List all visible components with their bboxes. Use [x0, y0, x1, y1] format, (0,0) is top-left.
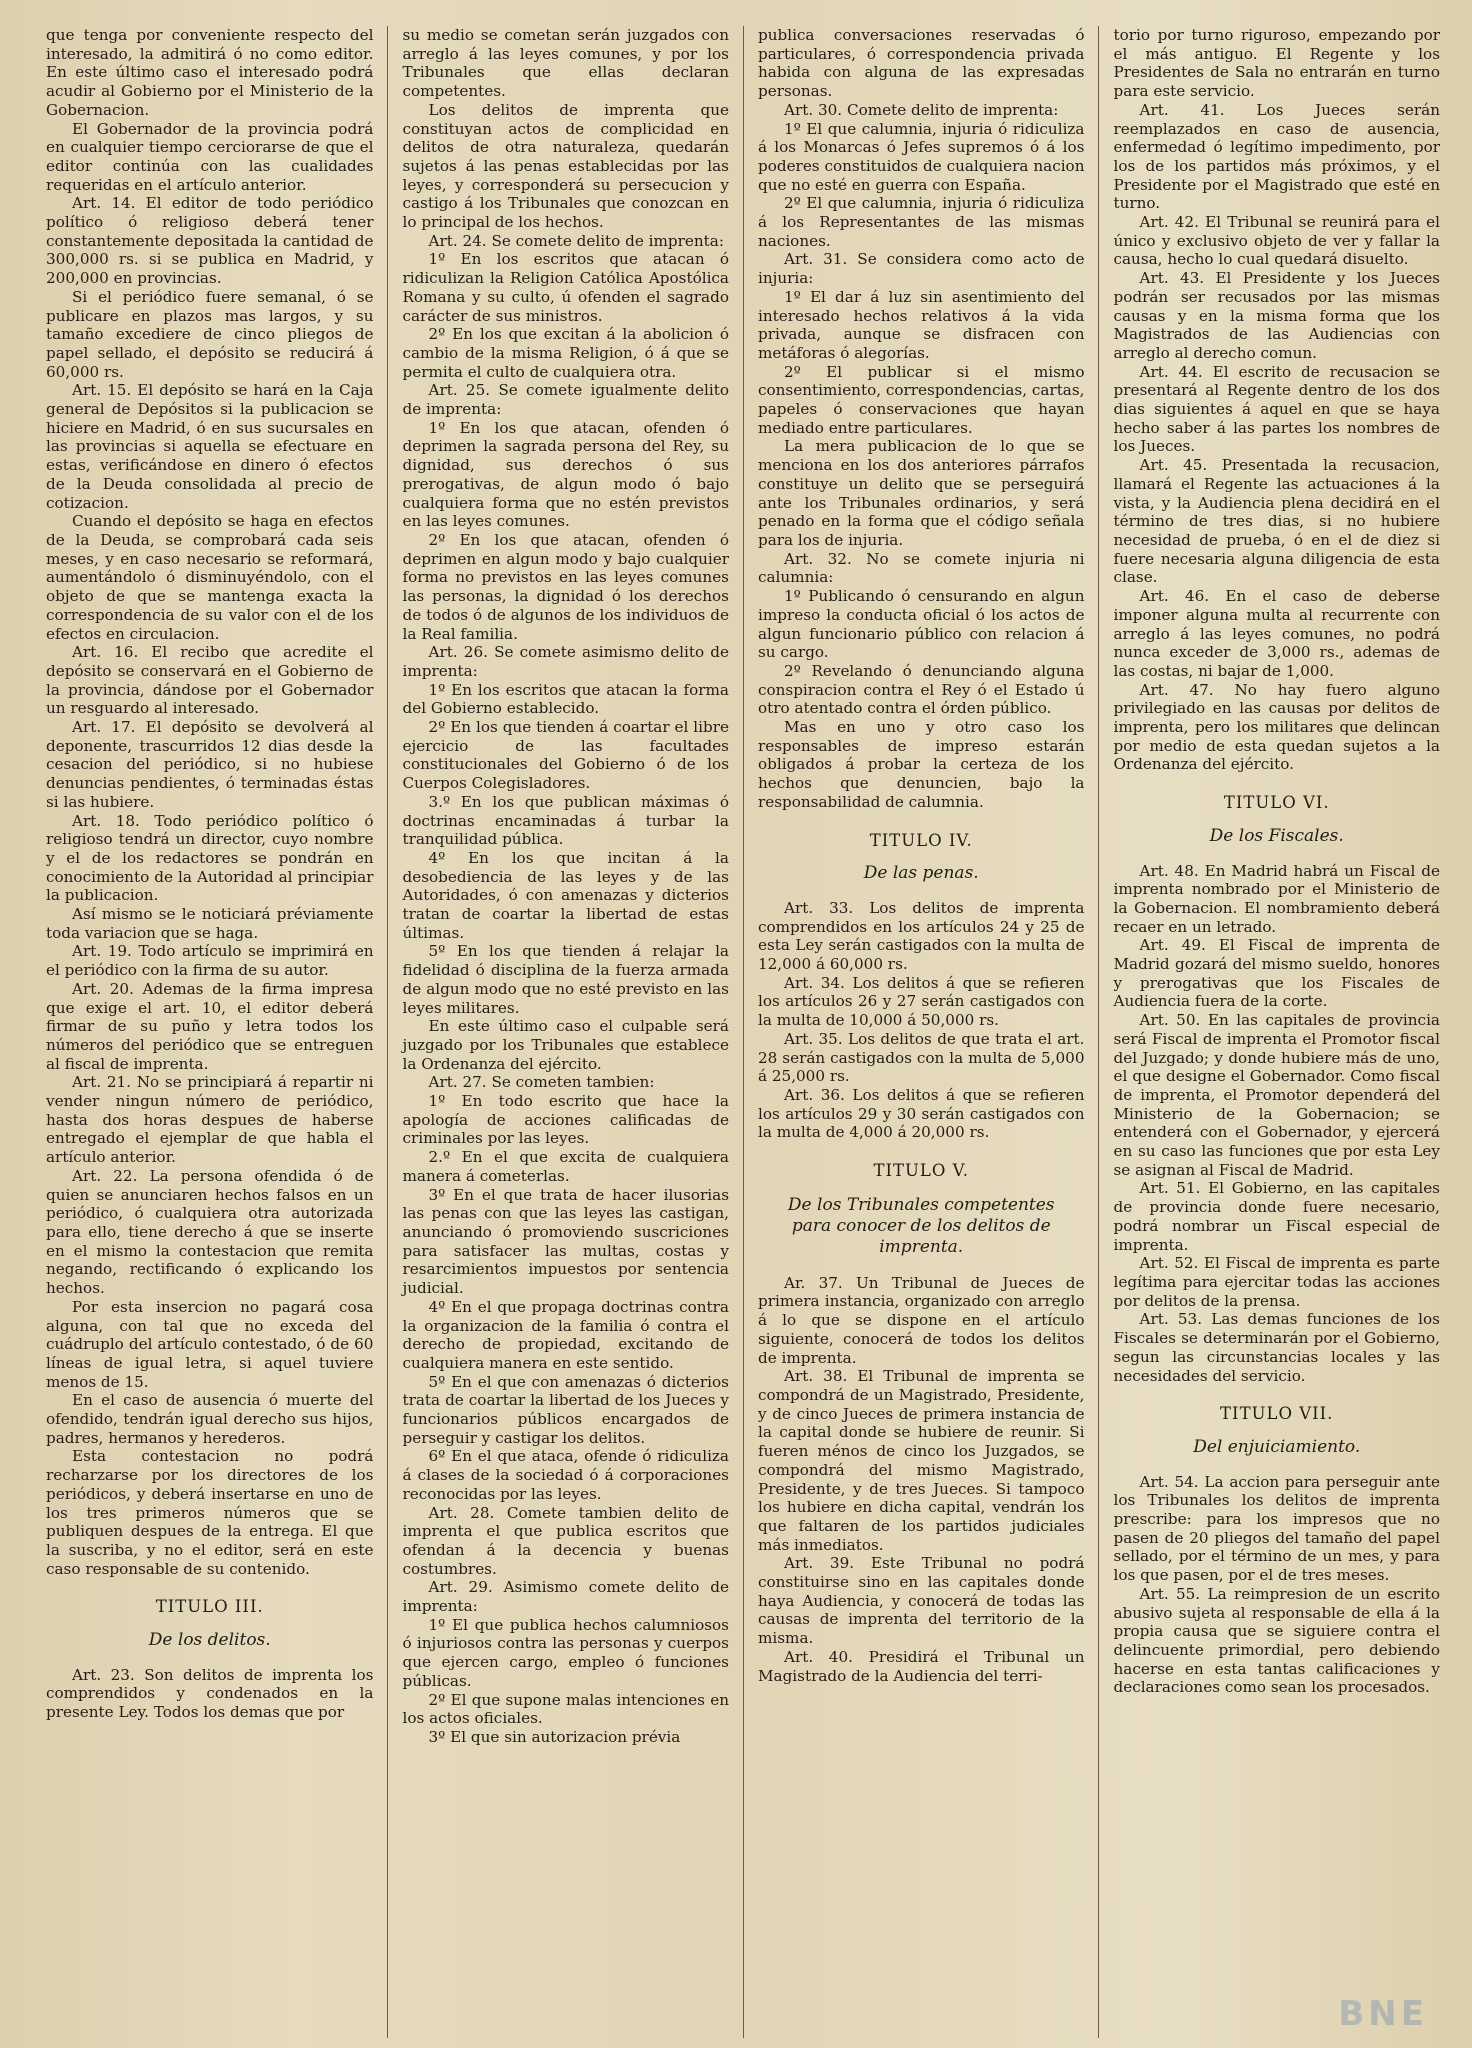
text-paragraph: 2º Revelando ó denunciando alguna conspiracion contra el Rey ó el Estado ú otro atentado contra el órden público. [757, 661, 1085, 718]
text-paragraph: Art. 47. No hay fuero alguno privilegiado en las causas por delitos de imprenta, pero los militares que delincan por medio de esta quedan sujetos a la Ordenanza del ejército. [1113, 680, 1440, 774]
library-watermark: BNE [1338, 1994, 1428, 2034]
text-paragraph: 4º En los que incitan á la desobediencia de las leyes y de las Autoridades, ó con amenazas y dicterios tratan de coartar la libertad de estas últimas. [402, 848, 729, 942]
text-paragraph: 2º En los que excitan á la abolicion ó cambio de la misma Religion, ó á que se permita el culto de cualquiera otra. [402, 325, 729, 381]
text-paragraph: 4º En el que propaga doctrinas contra la organizacion de la familia ó contra el derecho de propiedad, excitando de cualquiera manera en este sentido. [402, 1297, 729, 1372]
text-paragraph: 1º El que publica hechos calumniosos ó injuriosos contra las personas y cuerpos que ejercen cargo, empleo ó funciones públicas. [402, 1615, 729, 1690]
text-paragraph: Esta contestacion no podrá recharzarse por los directores de los periódicos, y deberá insertarse en uno de los tres primeros números que se publiquen despues de la entrega. El que la suscriba, y no el editor, será en este caso responsable de su contenido. [46, 1447, 374, 1578]
text-paragraph: Art. 49. El Fiscal de imprenta de Madrid gozará del mismo sueldo, honores y prerogativas que los Fiscales de Audiencia fuera de la corte. [1113, 936, 1440, 1011]
section-title: TITULO VII. [1220, 1404, 1334, 1424]
text-paragraph: Art. 20. Ademas de la firma impresa que exige el art. 10, el editor deberá firmar de su puño y letra todos los números del periódico que se entreguen al fiscal de imprenta. [46, 979, 374, 1073]
text-paragraph: Art. 30. Comete delito de imprenta: [783, 100, 1059, 119]
text-paragraph: Art. 15. El depósito se hará en la Caja general de Depósitos si la publicacion se hiciere en Madrid, ó en sus sucursales en las provincias si aquella se efectuare en estas, verificándose en dinero ó efectos de la Deuda consolidada al precio de cotizacion. [46, 381, 374, 512]
text-paragraph: Art. 26. Se comete asimismo delito de imprenta: [402, 643, 729, 680]
section-title: TITULO VI. [1223, 793, 1330, 813]
text-paragraph: Así mismo se le noticiará préviamente toda variacion que se haga. [46, 905, 374, 942]
section-subtitle: De las penas. [863, 863, 979, 884]
text-paragraph: 2º El que calumnia, injuria ó ridiculiza á los Representantes de las mismas naciones. [757, 194, 1085, 250]
column-4 [1098, 26, 1454, 2038]
text-paragraph: Mas en uno y otro caso los responsables de impreso estarán obligados á probar la certeza de los hechos que denuncien, bajo la responsabilidad de calumnia. [757, 718, 1085, 811]
text-paragraph: 5º En los que tienden á relajar la fidelidad ó disciplina de la fuerza armada de algun modo que no esté previsto en las leyes militares. [402, 942, 729, 1017]
text-paragraph: Cuando el depósito se haga en efectos de la Deuda, se comprobará cada seis meses, y en caso necesario se reformará, aumentándolo ó disminuyéndolo, con el objeto de que se mantenga exacta la correspondencia de su valor con el de los efectos en circulacion. [46, 512, 374, 643]
text-paragraph: 1º El dar á luz sin asentimiento del interesado hechos relativos á la vida privada, aunque se disfracen con metáforas ó alegorías. [757, 287, 1085, 362]
section-title: TITULO III. [155, 1597, 264, 1617]
section-subtitle: De los delitos. [148, 1630, 271, 1651]
text-paragraph: Art. 54. La accion para perseguir ante los Tribunales los delitos de imprenta prescribe: para los impresos que no pasen de 20 pliegos del tamaño del papel sellado, por el término de un mes, y para los que pasen, por el de tres meses. [1113, 1472, 1440, 1585]
text-paragraph: 5º En el que con amenazas ó dicterios trata de coartar la libertad de los Jueces y funcionarios públicos encargados de perseguir y castigar los delitos. [402, 1372, 729, 1447]
text-paragraph: su medio se cometan serán juzgados con arreglo á las leyes comunes, y por los Tribunales que ellas declaran competentes. [402, 26, 729, 101]
text-paragraph: 2.º En el que excita de cualquiera manera á cometerlas. [402, 1148, 729, 1185]
text-paragraph: Ar. 37. Un Tribunal de Jueces de primera instancia, organizado con arreglo á lo que se dispone en el artículo siguiente, conocerá de todos los delitos de imprenta. [757, 1273, 1085, 1367]
text-paragraph: Los delitos de imprenta que constituyan actos de complicidad en delitos de otra naturaleza, quedarán sujetos á las penas establecidas por las leyes, y corresponderá su persecucion y castigo á los Tribunales que conozcan en lo principal de los hechos. [402, 100, 729, 232]
text-paragraph: Art. 19. Todo artículo se imprimirá en el periódico con la firma de su autor. [46, 942, 374, 980]
text-paragraph: Art. 45. Presentada la recusacion, llamará el Regente las actuaciones á la vista, y la Audiencia plena decidirá en el término de tres dias, si no hubiere necesidad de prueba, ó en el de diez si fuere necesaria alguna diligencia de esta clase. [1113, 456, 1440, 587]
text-paragraph: Art. 50. En las capitales de provincia será Fiscal de imprenta el Promotor fiscal del Juzgado; y donde hubiere más de uno, el que designe el Gobernador. Como fiscal de imprenta, el Promotor dependerá del Ministerio de la Gobernacion; se entenderá con el Gobernador, y ejercerá en su caso las funciones que por esta Ley se asignan al Fiscal de Madrid. [1113, 1011, 1440, 1179]
text-paragraph: publica conversaciones reservadas ó particulares, ó correspondencia privada habida con alguna de las expresadas personas. [757, 26, 1085, 101]
text-paragraph: Art. 23. Son delitos de imprenta los comprendidos y condenados en la presente Ley. Todos los demas que por [46, 1665, 374, 1722]
section-subtitle: De los Tribunales competentes para conocer de los delitos de imprenta. [787, 1194, 1055, 1257]
text-paragraph: Art. 17. El depósito se devolverá al deponente, trascurridos 12 dias desde la cesacion del periódico, si no hubiese denuncias pendientes, ó terminadas éstas si las hubiere. [46, 718, 374, 811]
text-paragraph: Art. 33. Los delitos de imprenta comprendidos en los artículos 24 y 25 de esta Ley serán castigados con la multa de 12,000 á 60,000 rs. [757, 898, 1085, 974]
text-paragraph: 1º El que calumnia, injuria ó ridiculiza á los Monarcas ó Jefes supremos ó á los poderes constituidos de cualquiera nacion que no esté en guerra con España. [757, 119, 1085, 194]
text-paragraph: Art. 31. Se considera como acto de injuria: [757, 250, 1085, 288]
text-paragraph: En este último caso el culpable será juzgado por los Tribunales que establece la Ordenanza del ejército. [402, 1017, 729, 1073]
text-paragraph: Art. 46. En el caso de deberse imponer alguna multa al recurrente con arreglo á las leyes comunes, no podrá nunca exceder de 3,000 rs., ademas de las costas, ni bajar de 1,000. [1113, 587, 1440, 680]
text-paragraph: Art. 41. Los Jueces serán reemplazados en caso de ausencia, enfermedad ó legítimo impedimento, por los de los partidos más próximos, y el Presidente por el Magistrado que esté en turno. [1113, 100, 1440, 213]
text-paragraph: torio por turno riguroso, empezando por el más antiguo. El Regente y los Presidentes de Sala no entrarán en turno para este servicio. [1113, 26, 1440, 101]
text-paragraph: Art. 21. No se principiará á repartir ni vender ningun número de periódico, hasta dos horas despues de haberse entregado el ejemplar de que habla el artículo anterior. [46, 1073, 374, 1167]
text-paragraph: Art. 48. En Madrid habrá un Fiscal de imprenta nombrado por el Ministerio de la Gobernacion. El nombramiento deberá recaer en un letrado. [1113, 861, 1440, 936]
text-paragraph: Art. 51. El Gobierno, en las capitales de provincia donde fuere necesario, podrá nombrar un Fiscal especial de imprenta. [1113, 1179, 1440, 1254]
text-paragraph: Art. 52. El Fiscal de imprenta es parte legítima para ejercitar todas las acciones por delitos de la prensa. [1113, 1254, 1440, 1310]
text-paragraph: Art. 25. Se comete igualmente delito de imprenta: [402, 381, 729, 419]
text-paragraph: Por esta insercion no pagará cosa alguna, con tal que no exceda del cuádruplo del artículo contestado, ó de 60 líneas de igual letra, si aquel tuviere menos de 15. [46, 1297, 374, 1391]
text-paragraph: 1º En los escritos que atacan la forma del Gobierno establecido. [402, 680, 729, 718]
text-paragraph: 2º El publicar si el mismo consentimiento, correspondencias, cartas, papeles ó conservaciones que hayan mediado entre particulares. [757, 362, 1085, 437]
text-paragraph: Art. 29. Asimismo comete delito de imprenta: [402, 1578, 729, 1616]
column-3 [743, 26, 1099, 2038]
text-paragraph: 3.º En los que publican máximas ó doctrinas encaminadas á turbar la tranquilidad pública. [402, 792, 729, 849]
text-paragraph: Art. 36. Los delitos á que se refieren los artículos 29 y 30 serán castigados con la multa de 4,000 á 20,000 rs. [757, 1085, 1085, 1142]
text-paragraph: Art. 55. La reimpresion de un escrito abusivo sujeta al responsable de ella á la propia causa que se siguiere contra el delincuente primordial, pero debiendo hacerse en esta tantas calificaciones y declaraciones como sean los procesados. [1113, 1584, 1440, 1697]
text-paragraph: que tenga por conveniente respecto del interesado, la admitirá ó no como editor. En este último caso el interesado podrá acudir al Gobierno por el Ministerio de la Gobernacion. [46, 26, 374, 119]
text-paragraph: Art. 38. El Tribunal de imprenta se compondrá de un Magistrado, Presidente, y de cinco Jueces de primera instancia de la capital donde se hubiere de reunir. Si fueren ménos de cinco los Juzgados, se compondrá del mismo Magistrado, Presidente, y de tres Jueces. Si tampoco los hubiere en dicha capital, vendrán los que faltaren de los partidos judiciales más inmediatos. [757, 1367, 1085, 1554]
section-title: TITULO IV. [869, 830, 973, 850]
text-columns [32, 26, 1454, 2038]
text-paragraph: Art. 24. Se comete delito de imprenta: [428, 231, 724, 250]
text-paragraph: El Gobernador de la provincia podrá en cualquier tiempo cerciorarse de que el editor continúa con las cualidades requeridas en el artículo anterior. [46, 119, 374, 194]
text-paragraph: Art. 18. Todo periódico político ó religioso tendrá un director, cuyo nombre y el de los redactores se pondrán en conocimiento de la Autoridad al principiar la publicacion. [46, 811, 374, 905]
text-paragraph: 2º En los que atacan, ofenden ó deprimen en algun modo y bajo cualquier forma no previstos en las leyes comunes las personas, la dignidad ó los derechos de todos ó de algunos de los individuos de la Real familia. [402, 530, 729, 643]
section-subtitle: Del enjuiciamiento. [1193, 1436, 1361, 1457]
text-paragraph: Art. 44. El escrito de recusacion se presentará al Regente dentro de los dos dias siguientes á aquel en que se haya hecho saber á las partes los nombres de los Jueces. [1113, 362, 1440, 456]
text-paragraph: Art. 34. Los delitos á que se refieren los artículos 26 y 27 serán castigados con la multa de 10,000 á 50,000 rs. [757, 973, 1085, 1030]
text-paragraph: 2º En los que tienden á coartar el libre ejercicio de las facultades constitucionales del Gobierno ó de los Cuerpos Colegisladores. [402, 718, 729, 793]
text-paragraph: 1º En los que atacan, ofenden ó deprimen la sagrada persona del Rey, su dignidad, sus derechos ó sus prerogativas, de algun modo ó bajo cualquiera forma que no estén previstos en las leyes comunes. [402, 418, 729, 531]
section-subtitle: De los Fiscales. [1209, 825, 1344, 846]
text-paragraph: Art. 28. Comete tambien delito de imprenta el que publica escritos que ofendan á la decencia y buenas costumbres. [402, 1503, 729, 1578]
column-2 [387, 26, 743, 2038]
text-paragraph: Art. 42. El Tribunal se reunirá para el único y exclusivo objeto de ver y fallar la causa, hecho lo cual quedará disuelto. [1113, 213, 1440, 269]
column-1 [32, 26, 387, 2038]
text-paragraph: Art. 39. Este Tribunal no podrá constituirse sino en las capitales donde haya Audiencia, y conocerá de todas las causas de imprenta del territorio de la misma. [757, 1554, 1085, 1648]
section-title: TITULO V. [873, 1161, 969, 1181]
text-paragraph: 2º El que supone malas intenciones en los actos oficiales. [402, 1690, 729, 1728]
text-paragraph: Art. 53. Las demas funciones de los Fiscales se determinarán por el Gobierno, segun las circunstancias locales y las necesidades del servicio. [1113, 1310, 1440, 1385]
text-paragraph: Art. 22. La persona ofendida ó de quien se anunciaren hechos falsos en un periódico, ó cualquiera otra autorizada para ello, tiene derecho á que se inserte en el mismo la contestacion que remita negando, rectificando ó explicando los hechos. [46, 1166, 374, 1298]
text-paragraph: 3º En el que trata de hacer ilusorias las penas con que las leyes las castigan, anunciando ó promoviendo suscriciones para satisfacer las multas, costas y resarcimientos impuestos por sentencia judicial. [402, 1185, 729, 1298]
text-paragraph: La mera publicacion de lo que se menciona en los dos anteriores párrafos constituye un delito que se perseguirá ante los Tribunales ordinarios, y será penado en la forma que el código señala para los de injuria. [757, 437, 1085, 549]
text-paragraph: Art. 40. Presidirá el Tribunal un Magistrado de la Audiencia del terri- [757, 1647, 1085, 1685]
text-paragraph: Art. 32. No se comete injuria ni calumnia: [757, 549, 1085, 587]
text-paragraph: 6º En el que ataca, ofende ó ridiculiza á clases de la sociedad ó á corporaciones reconocidas por las leyes. [402, 1447, 729, 1503]
text-paragraph: Si el periódico fuere semanal, ó se publicare en plazos mas largos, y su tamaño excediere de cinco pliegos de papel sellado, el depósito se reducirá á 60,000 rs. [46, 287, 374, 381]
text-paragraph: Art. 14. El editor de todo periódico político ó religioso deberá tener constantemente depositada la cantidad de 300,000 rs. si se publica en Madrid, y 200,000 en provincias. [46, 194, 374, 288]
text-paragraph: Art. 27. Se cometen tambien: [428, 1073, 655, 1092]
text-paragraph: 1º En los escritos que atacan ó ridiculizan la Religion Católica Apostólica Romana y su culto, ú ofenden el sagrado carácter de sus ministros. [402, 250, 729, 325]
text-paragraph: 1º Publicando ó censurando en algun impreso la conducta oficial ó los actos de algun funcionario público con relacion á su cargo. [757, 587, 1085, 662]
text-paragraph: Art. 43. El Presidente y los Jueces podrán ser recusados por las mismas causas y en la misma forma que los Magistrados de las Audiencias con arreglo al derecho comun. [1113, 269, 1440, 362]
text-paragraph: Art. 16. El recibo que acredite el depósito se conservará en el Gobierno de la provincia, dándose por el Gobernador un resguardo al interesado. [46, 643, 374, 718]
text-paragraph: 1º En todo escrito que hace la apología de acciones calificadas de criminales por las leyes. [402, 1092, 729, 1148]
text-paragraph: 3º El que sin autorizacion prévia [428, 1727, 681, 1746]
text-paragraph: En el caso de ausencia ó muerte del ofendido, tendrán igual derecho sus hijos, padres, hermanos y herederos. [46, 1391, 374, 1447]
text-paragraph: Art. 35. Los delitos de que trata el art. 28 serán castigados con la multa de 5,000 á 25,000 rs. [757, 1029, 1085, 1086]
